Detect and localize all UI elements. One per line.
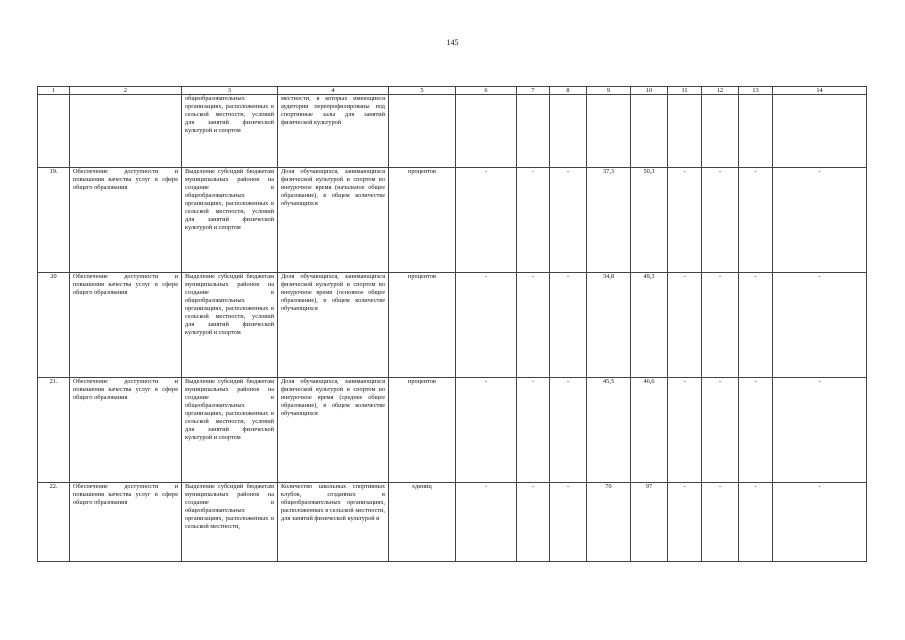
col-header-2: 2 [70, 87, 182, 95]
unit-cell: процентов [389, 168, 456, 273]
value-cell: - [456, 168, 517, 273]
header-row [38, 87, 867, 95]
value-cell: - [702, 273, 739, 378]
row-number [38, 95, 70, 168]
measure-cell: общеобразовательных организациях, расположенных в сельской местности, условий для занятий физической культурой и спортом [182, 95, 278, 168]
indicator-cell: Доля обучающихся, занимающихся физической культурой и спортом во внеурочное время (среднее общее образование), в общем количестве обучающихся [278, 378, 389, 483]
value-cell: - [668, 378, 702, 483]
row-number: 19. [38, 168, 70, 273]
goal-cell: Обеспечение доступности и повышения качества услуг в сфере общего образования [70, 168, 182, 273]
table-row [38, 273, 867, 378]
value-cell [587, 95, 631, 168]
value-cell: - [550, 378, 587, 483]
row-number: 22. [38, 483, 70, 562]
value-cell: 46,6 [631, 378, 668, 483]
table-row [38, 168, 867, 273]
col-header-5: 5 [389, 87, 456, 95]
table-row [38, 378, 867, 483]
value-cell: - [550, 483, 587, 562]
value-cell: 49,3 [631, 273, 668, 378]
col-header-11: 11 [668, 87, 702, 95]
value-cell [631, 95, 668, 168]
value-cell: - [773, 168, 867, 273]
indicator-cell: Доля обучающихся, занимающихся физической культурой и спортом во внеурочное время (основное общее образование), в общем количестве обучающихся [278, 273, 389, 378]
value-cell: - [517, 378, 550, 483]
goal-cell: Обеспечение доступности и повышения качества услуг в сфере общего образования [70, 483, 182, 562]
value-cell: - [550, 273, 587, 378]
value-cell: - [773, 378, 867, 483]
col-header-14: 14 [773, 87, 867, 95]
col-header-12: 12 [702, 87, 739, 95]
col-header-10: 10 [631, 87, 668, 95]
col-header-9: 9 [587, 87, 631, 95]
measure-cell: Выделение субсидий бюджетам муниципальных районов на создание в общеобразовательных организациях, расположенных в сельской местности, условий для занятий физической культурой и спортом [182, 378, 278, 483]
value-cell: 50,3 [631, 168, 668, 273]
value-cell: - [739, 483, 773, 562]
value-cell: - [773, 273, 867, 378]
value-cell: 37,3 [587, 168, 631, 273]
row-number: 20 [38, 273, 70, 378]
indicator-cell: Количество школьных спортивных клубов, созданных в общеобразовательных организациях, расположенных в сельской местности, для занятий физической культурой и [278, 483, 389, 562]
unit-cell: процентов [389, 273, 456, 378]
page-number: 145 [446, 38, 459, 47]
value-cell [550, 95, 587, 168]
table-row [38, 95, 867, 168]
indicator-cell: местности, в которых имеющиеся аудитории перепрофилированы под спортивные залы для занятий физической культурой [278, 95, 389, 168]
unit-cell: единиц [389, 483, 456, 562]
value-cell: - [702, 483, 739, 562]
value-cell: - [739, 168, 773, 273]
indicator-cell: Доля обучающихся, занимающихся физической культурой и спортом во внеурочное время (начальное общее образование), в общем количестве обучающихся [278, 168, 389, 273]
value-cell: - [773, 483, 867, 562]
value-cell: - [517, 483, 550, 562]
unit-cell: процентов [389, 378, 456, 483]
measure-cell: Выделение субсидий бюджетам муниципальных районов на создание в общеобразовательных организациях, расположенных в сельской местности, условий для занятий физической культурой и спортом [182, 273, 278, 378]
value-cell: - [517, 273, 550, 378]
value-cell [517, 95, 550, 168]
col-header-1: 1 [38, 87, 70, 95]
value-cell: - [739, 378, 773, 483]
measure-cell: Выделение субсидий бюджетам муниципальных районов на создание в общеобразовательных организациях, расположенных в сельской местности, условий для занятий физической культурой и спортом [182, 168, 278, 273]
goal-cell: Обеспечение доступности и повышения качества услуг в сфере общего образования [70, 273, 182, 378]
unit-cell [389, 95, 456, 168]
value-cell: - [668, 483, 702, 562]
value-cell: 34,8 [587, 273, 631, 378]
value-cell: - [456, 483, 517, 562]
row-number: 21. [38, 378, 70, 483]
measure-cell: Выделение субсидий бюджетам муниципальных районов на создание в общеобразовательных организациях, расположенных в сельской местности, [182, 483, 278, 562]
value-cell [739, 95, 773, 168]
value-cell: - [456, 273, 517, 378]
value-cell: - [702, 168, 739, 273]
col-header-13: 13 [739, 87, 773, 95]
indicators-table [37, 86, 867, 562]
col-header-8: 8 [550, 87, 587, 95]
value-cell: - [550, 168, 587, 273]
value-cell [702, 95, 739, 168]
goal-cell: Обеспечение доступности и повышения качества услуг в сфере общего образования [70, 378, 182, 483]
col-header-7: 7 [517, 87, 550, 95]
col-header-6: 6 [456, 87, 517, 95]
value-cell: - [668, 168, 702, 273]
col-header-4: 4 [278, 87, 389, 95]
col-header-3: 3 [182, 87, 278, 95]
value-cell: 97 [631, 483, 668, 562]
value-cell [773, 95, 867, 168]
value-cell: 45,5 [587, 378, 631, 483]
table-row [38, 483, 867, 562]
value-cell: - [702, 378, 739, 483]
value-cell: - [739, 273, 773, 378]
goal-cell [70, 95, 182, 168]
value-cell [456, 95, 517, 168]
value-cell [668, 95, 702, 168]
value-cell: 70 [587, 483, 631, 562]
value-cell: - [668, 273, 702, 378]
value-cell: - [517, 168, 550, 273]
value-cell: - [456, 378, 517, 483]
